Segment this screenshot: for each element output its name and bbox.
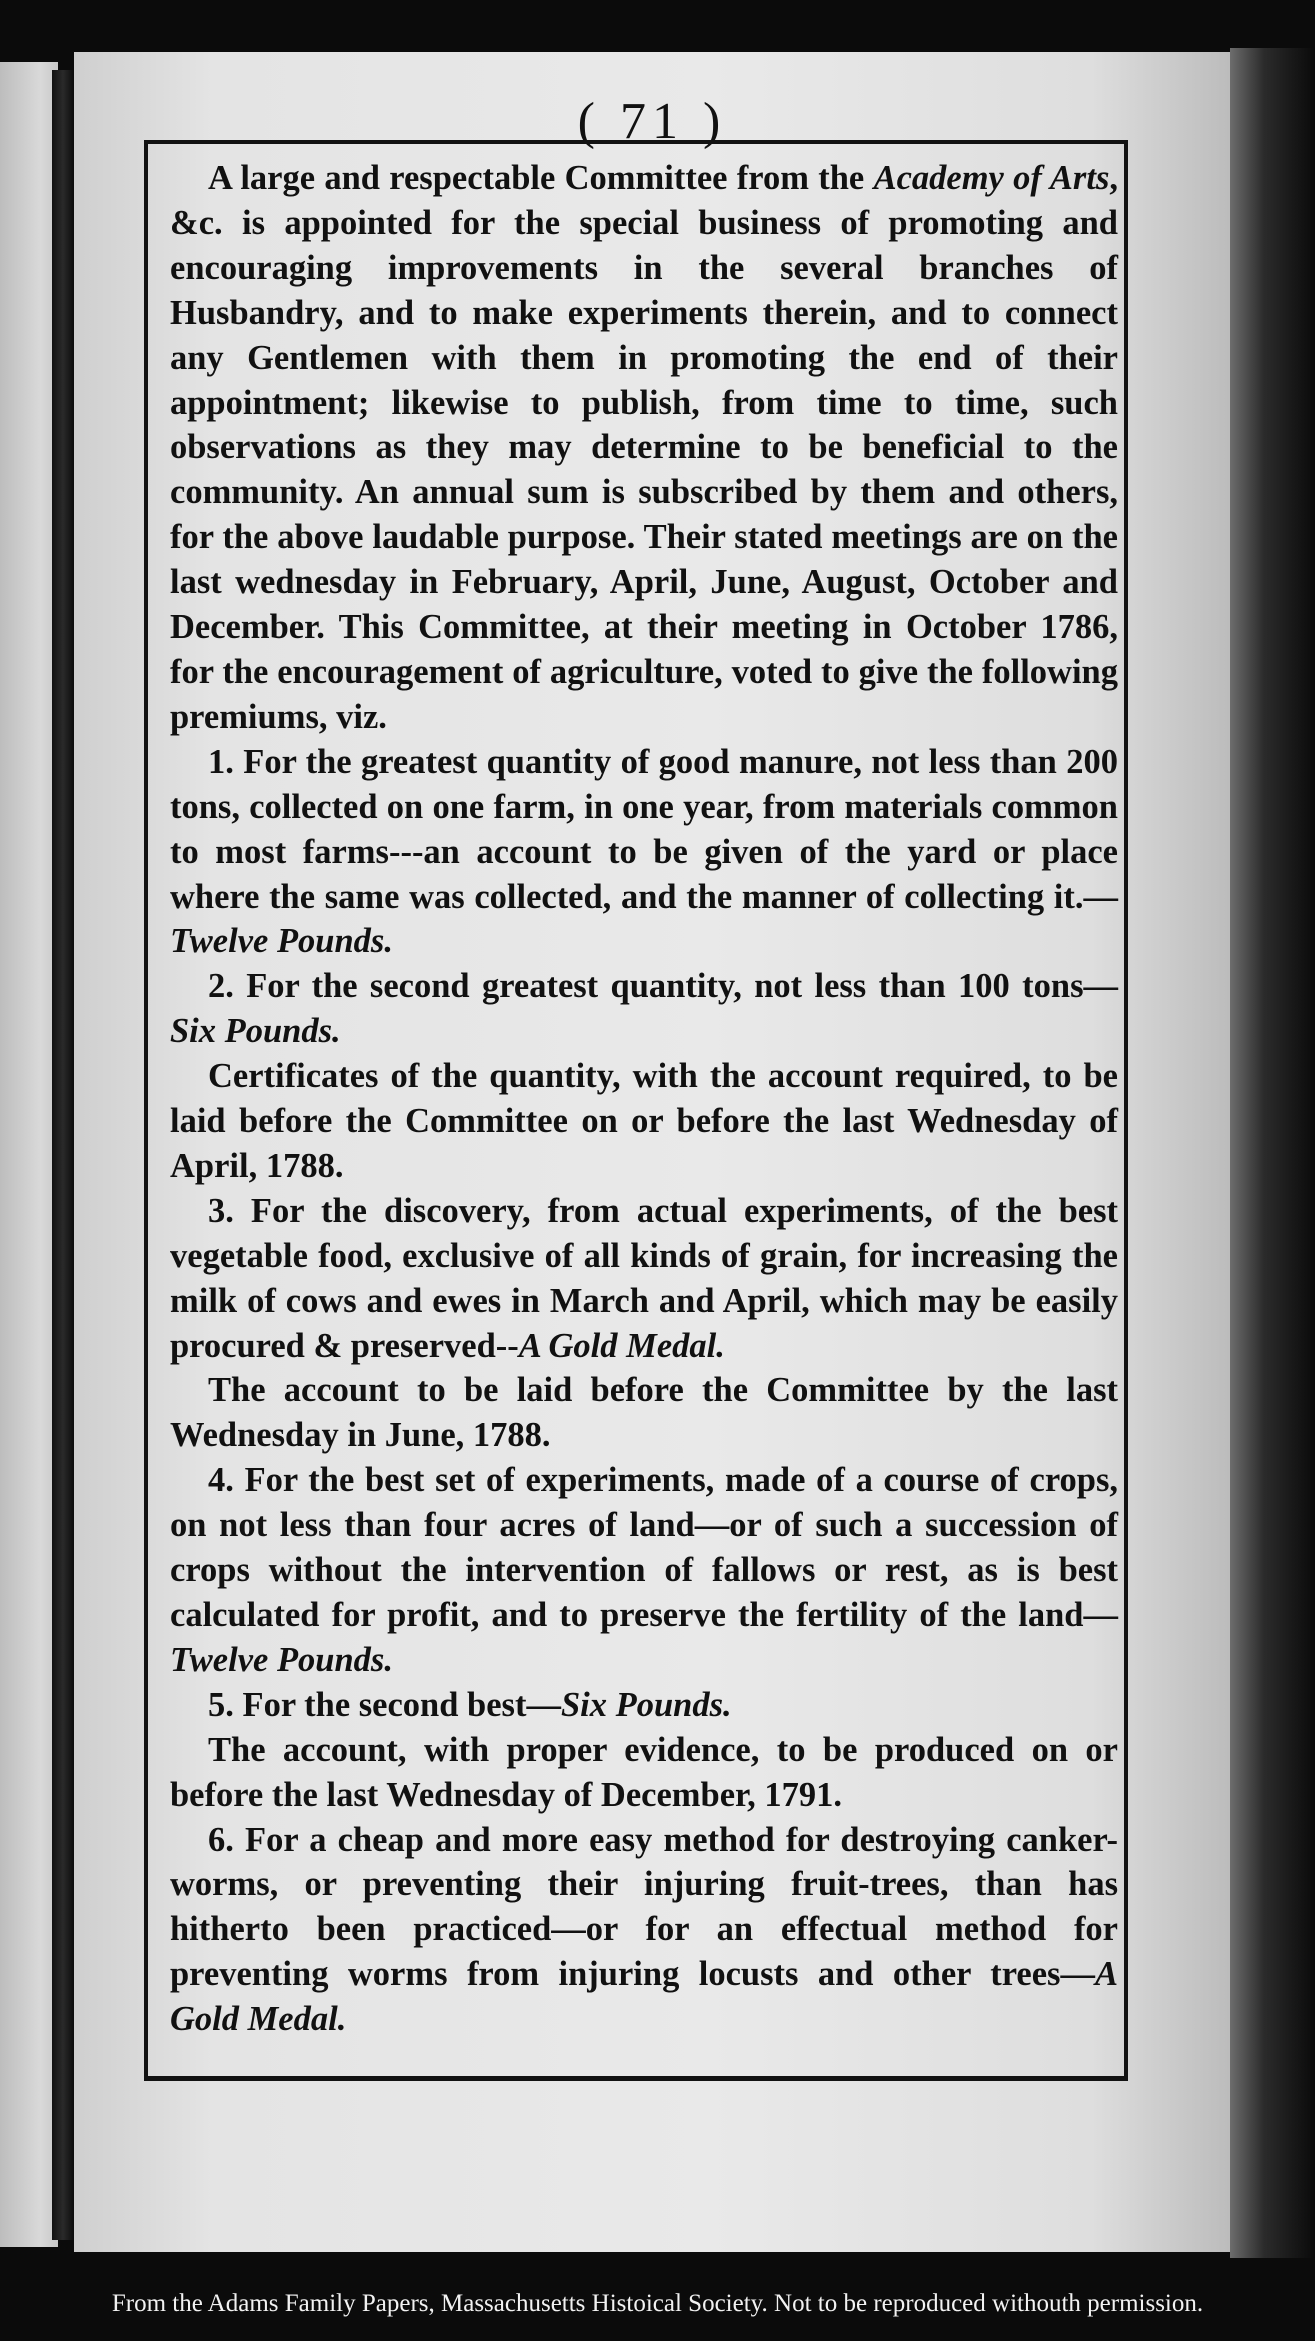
certificates-paragraph: Certificates of the quantity, with the account required, to be laid before the Committee on or before the last Wednesday of April, 1788. xyxy=(170,1057,1118,1185)
academy-name: Academy of Arts xyxy=(873,159,1110,197)
facing-page-edge xyxy=(0,62,58,2247)
premium-1-text: 1. For the greatest quantity of good manure, not less than 200 tons, collected on one farm, in one year, from materials common to most farms---an account to be given of the yard or place where the same was collected, and the manner of collecting it.— xyxy=(170,742,1118,916)
page-edge-shadow xyxy=(1230,48,1315,2258)
premium-6 xyxy=(170,1818,1118,2043)
text-frame xyxy=(144,140,1128,2081)
premium-3-text: 3. For the discovery, from actual experiments, of the best vegetable food, exclusive of all kinds of grain, for increasing the milk of cows and ewes in March and April, which may be easily procured & preserved-- xyxy=(170,1191,1118,1365)
premium-5-prize: Six Pounds. xyxy=(560,1685,732,1724)
premium-3-prize: A Gold Medal. xyxy=(518,1326,725,1365)
premium-6-text: 6. For a cheap and more easy method for destroying canker-worms, or preventing their injuring fruit-trees, than has hitherto been practiced—or for an effectual method for preventing worms from injuring locusts and other trees— xyxy=(170,1820,1118,1994)
premium-5 xyxy=(170,1683,1118,1728)
premium-5-text: 5. For the second best— xyxy=(208,1685,561,1724)
premium-6-prize: A Gold Medal. xyxy=(170,1955,1118,2039)
article-body xyxy=(170,156,1118,2042)
intro-rest: , &c. is appointed for the special business of promoting and encouraging improvements in the several branches of Husbandry, and to make experiments therein, and to connect any Gentlemen with them in promoting the end of their appointment; likewise to publish, from time to time, such observations as they may determine to be beneficial to the community. An annual sum is subscribed by them and others, for the above laudable purpose. Their stated meetings are on the last wednesday in February, April, June, August, October and December. This Committee, at their meeting in October 1786, for the encouragement of agriculture, voted to give the following premiums, viz. xyxy=(170,159,1118,736)
premium-4-text: 4. For the best set of experiments, made of a course of crops, on not less than four acres of land—or of such a succession of crops without the intervention of fallows or rest, as is best calculated for profit, and to preserve the fertility of the land— xyxy=(170,1461,1118,1634)
premium-3 xyxy=(170,1189,1118,1369)
premium-5-account: The account, with proper evidence, to be produced on or before the last Wednesday of December, 1791. xyxy=(170,1730,1118,1814)
premium-3-account: The account to be laid before the Committee by the last Wednesday in June, 1788. xyxy=(170,1371,1118,1455)
page-number: ( 71 ) xyxy=(577,93,727,150)
premium-1 xyxy=(170,740,1118,965)
premium-4 xyxy=(170,1458,1118,1683)
premium-1-prize: Twelve Pounds. xyxy=(170,922,393,961)
intro-lead: A large and respectable Committee from the xyxy=(208,159,874,197)
premium-2-prize: Six Pounds. xyxy=(170,1012,341,1051)
premium-2-text: 2. For the second greatest quantity, not less than 100 tons— xyxy=(208,967,1118,1006)
archive-caption: From the Adams Family Papers, Massachusetts Histoical Society. Not to be reproduced withouth permission. xyxy=(111,2290,1204,2317)
book-gutter xyxy=(52,70,74,2240)
document-page xyxy=(74,52,1230,2252)
intro-paragraph xyxy=(170,156,1118,740)
premium-2 xyxy=(170,964,1118,1054)
premium-4-prize: Twelve Pounds. xyxy=(170,1640,393,1679)
